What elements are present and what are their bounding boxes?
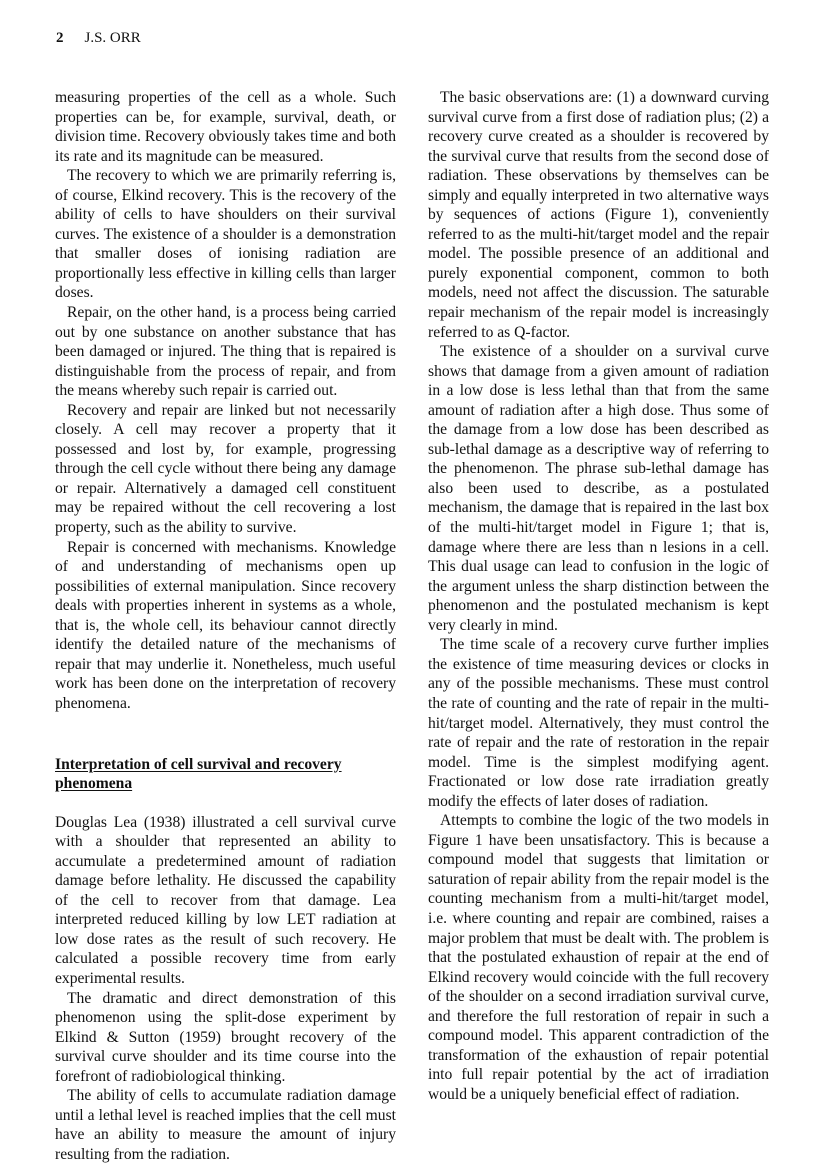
paragraph: Repair, on the other hand, is a process being carried out by one substance on another substance that has been damaged or injured. The thing that is repaired is distinguishable from the process of repair, and from the means whereby such repair is carried out.	[55, 304, 396, 400]
paragraph: The existence of a shoulder on a survival curve shows that damage from a given amount of radiation in a low dose is less lethal than that from the same amount of radiation after a high dose. Thus some of the damage from a low dose has been described as sub-lethal damage as a descriptive way of referring to the phenomenon. The phrase sub-lethal damage has also been used to describe, as a postulated mechanism, the damage that is repaired in the last box of the multi-hit/target model in Figure 1; that is, damage where there are less than n lesions in a cell. This dual usage can lead to confusion in the logic of the argument unless the sharp distinction between the phenomenon and the postulated mechanism is kept very clearly in mind.	[428, 343, 769, 634]
running-header	[56, 30, 141, 47]
paragraph: Recovery and repair are linked but not necessarily closely. A cell may recover a property that it possessed and lost by, for example, progressing through the cell cycle without there being any damage or repair. Alternatively a damaged cell constituent may be repaired without the cell recovering a lost property, such as the ability to survive.	[55, 401, 396, 537]
author-name: J.S. ORR	[84, 30, 141, 46]
paragraph: The recovery to which we are primarily referring is, of course, Elkind recovery. This is the recovery of the ability of cells to have shoulders on their survival curves. The existence of a shoulder is a demonstration that smaller doses of ionising radiation are proportionally less effective in killing cells than larger doses.	[55, 167, 396, 302]
paragraph: The dramatic and direct demonstration of this phenomenon using the split-dose experiment by Elkind & Sutton (1959) brought recovery of the survival curve shoulder and its time course into the forefront of radiobiological thinking.	[55, 989, 396, 1085]
page-number: 2	[56, 30, 64, 46]
paragraph: Douglas Lea (1938) illustrated a cell survival curve with a shoulder that represented an ability to accumulate a predetermined amount of radiation damage before lethality. He discussed the capability of the cell to recover from that damage. Lea interpreted reduced killing by low LET radiation at low dose rates as the result of such recovery. He calculated a possible recovery time from early experimental results.	[55, 813, 396, 987]
paragraph: The time scale of a recovery curve further implies the existence of time measuring devices or clocks in any of the possible mechanisms. These must control the rate of counting and the rate of repair in the multi-hit/target model. Alternatively, they must control the rate of repair and the rate of restoration in the repair model. Time is the simplest modifying agent. Fractionated or low dose rate irradiation greatly modify the effects of later doses of radiation.	[428, 636, 769, 810]
paragraph: The basic observations are: (1) a downward curving survival curve from a first dose of radiation plus; (2) a recovery curve created as a shoulder is recovered by the survival curve that results from the second dose of radiation. These observations by themselves can be simply and equally interpreted in two alternative ways by sequences of actions (Figure 1), conveniently referred to as the multi-hit/target model and the repair model. The possible presence of an additional and purely exponential component, common to both models, need not affect the discussion. The saturable repair mechanism of the repair model is increasingly referred to as Q-factor.	[428, 89, 769, 341]
paragraph: Repair is concerned with mechanisms. Knowledge of and understanding of mechanisms open up possibilities of external manipulation. Since recovery deals with properties inherent in systems as a whole, that is, the whole cell, its behaviour cannot directly identify the detailed nature of the mechanisms of repair that may underlie it. Nonetheless, much useful work has been done on the interpretation of recovery phenomena.	[55, 538, 396, 712]
right-column	[428, 88, 769, 1104]
paragraph: The ability of cells to accumulate radiation damage until a lethal level is reached implies that the cell must have an ability to measure the amount of injury resulting from the radiation.	[55, 1087, 396, 1163]
paragraph: Attempts to combine the logic of the two models in Figure 1 have been unsatisfactory. This is because a compound model that suggests that limitation or saturation of repair ability from the repair model is the counting mechanism from a multi-hit/target model, i.e. where counting and repair are combined, raises a major problem that must be dealt with. The problem is that the postulated exhaustion of repair at the end of Elkind recovery would coincide with the full recovery of the shoulder on a second irradiation survival curve, and therefore the full restoration of repair in such a compound model. This apparent contradiction of the transformation of the exhaustion of repair potential into full repair potential by the act of irradiation would be a uniquely beneficial effect of radiation.	[428, 812, 769, 1103]
left-column	[55, 88, 396, 1164]
paragraph: measuring properties of the cell as a whole. Such properties can be, for example, survival, death, or division time. Recovery obviously takes time and both its rate and its magnitude can be measured.	[55, 89, 396, 165]
section-heading: Interpretation of cell survival and recovery phenomena	[55, 755, 342, 793]
